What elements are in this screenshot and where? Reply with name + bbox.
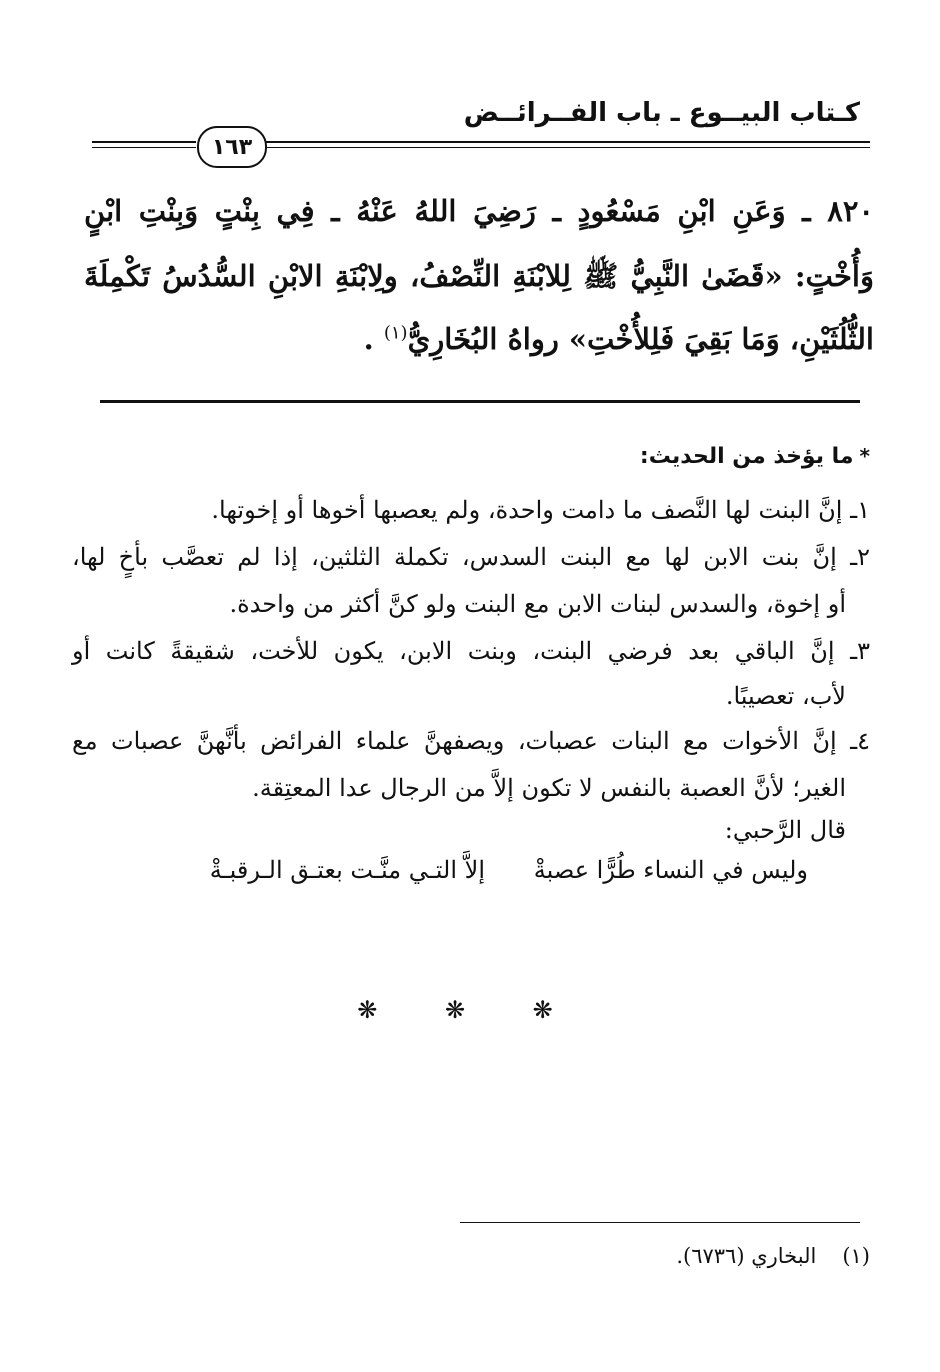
section-end-stars: ❋ ❋ ❋ (357, 996, 583, 1024)
benefit-line-2: ٢ـ إنَّ بنت الابن لها مع البنت السدس، تكملة الثلثين، إذا لم تعصَّب بأخٍ لها، (72, 543, 870, 571)
footnote-reference: (١) (383, 322, 408, 344)
footnote-marker: (١) (842, 1244, 870, 1268)
footnote-text: البخاري (٦٧٣٦). (676, 1244, 817, 1268)
header-rule-left (92, 141, 196, 143)
hadith-line-3-end: . (363, 322, 374, 356)
header-rule-left-thin (92, 147, 196, 148)
footnote-rule (460, 1222, 860, 1223)
benefit-line-6: ٤ـ إنَّ الأخوات مع البنات عصبات، ويصفهنَّ علماء الفرائض بأنَّهنَّ عصبات مع (72, 727, 870, 755)
page-number: ١٦٣ (197, 126, 267, 168)
verse-first-half: وليس في النساء طُرًّا عصبةْ (533, 856, 808, 884)
benefit-line-1: ١ـ إنَّ البنت لها النَّصف ما دامت واحدة، ولم يعصبها أخوها أو إخوتها. (211, 496, 870, 524)
benefit-line-7: الغير؛ لأنَّ العصبة بالنفس لا تكون إلاَّ من الرجال عدا المعتِقة. (252, 774, 846, 802)
hadith-line-1: ٨٢٠ ـ وَعَنِ ابْنِ مَسْعُودٍ ـ رَضِيَ اللهُ عَنْهُ ـ فِي بِنْتٍ وَبِنْتِ ابْنٍ (84, 194, 874, 228)
running-title: كـتاب البيــوع ـ باب الفــرائــض (463, 98, 860, 128)
hadith-line-3 (84, 322, 874, 356)
hadith-line-2: وَأُخْتٍ: «قَضَىٰ النَّبِيُّ ﷺ لِلابْنَةِ النِّصْفُ، ولِابْنَةِ الابْنِ السُّدُسُ تَكْمِلَةَ (84, 259, 874, 293)
benefit-line-5: لأب، تعصيبًا. (725, 682, 846, 710)
hadith-line-3-text: الثُّلُثَيْنِ، وَمَا بَقِيَ فَلِلأُخْتِ» رواهُ البُخَارِيُّ (407, 322, 874, 356)
benefit-line-8: قال الرَّحبي: (724, 816, 846, 844)
verse-second-half: إلاَّ التـي منَّـت بعتـق الـرقبـةْ (209, 856, 485, 884)
section-divider (100, 400, 860, 403)
header-rule-right (265, 141, 870, 143)
benefit-line-3: أو إخوة، والسدس لبنات الابن مع البنت ولو كنَّ أكثر من واحدة. (229, 590, 846, 618)
header-rule-right-thin (265, 147, 870, 148)
benefit-line-4: ٣ـ إنَّ الباقي بعد فرضي البنت، وبنت الابن، يكون للأخت، شقيقةً كانت أو (72, 637, 870, 665)
asterisk-icon: * (859, 444, 870, 468)
benefits-heading-text: ما يؤخذ من الحديث: (639, 444, 854, 469)
footnote (676, 1244, 870, 1268)
benefits-heading (640, 444, 870, 469)
